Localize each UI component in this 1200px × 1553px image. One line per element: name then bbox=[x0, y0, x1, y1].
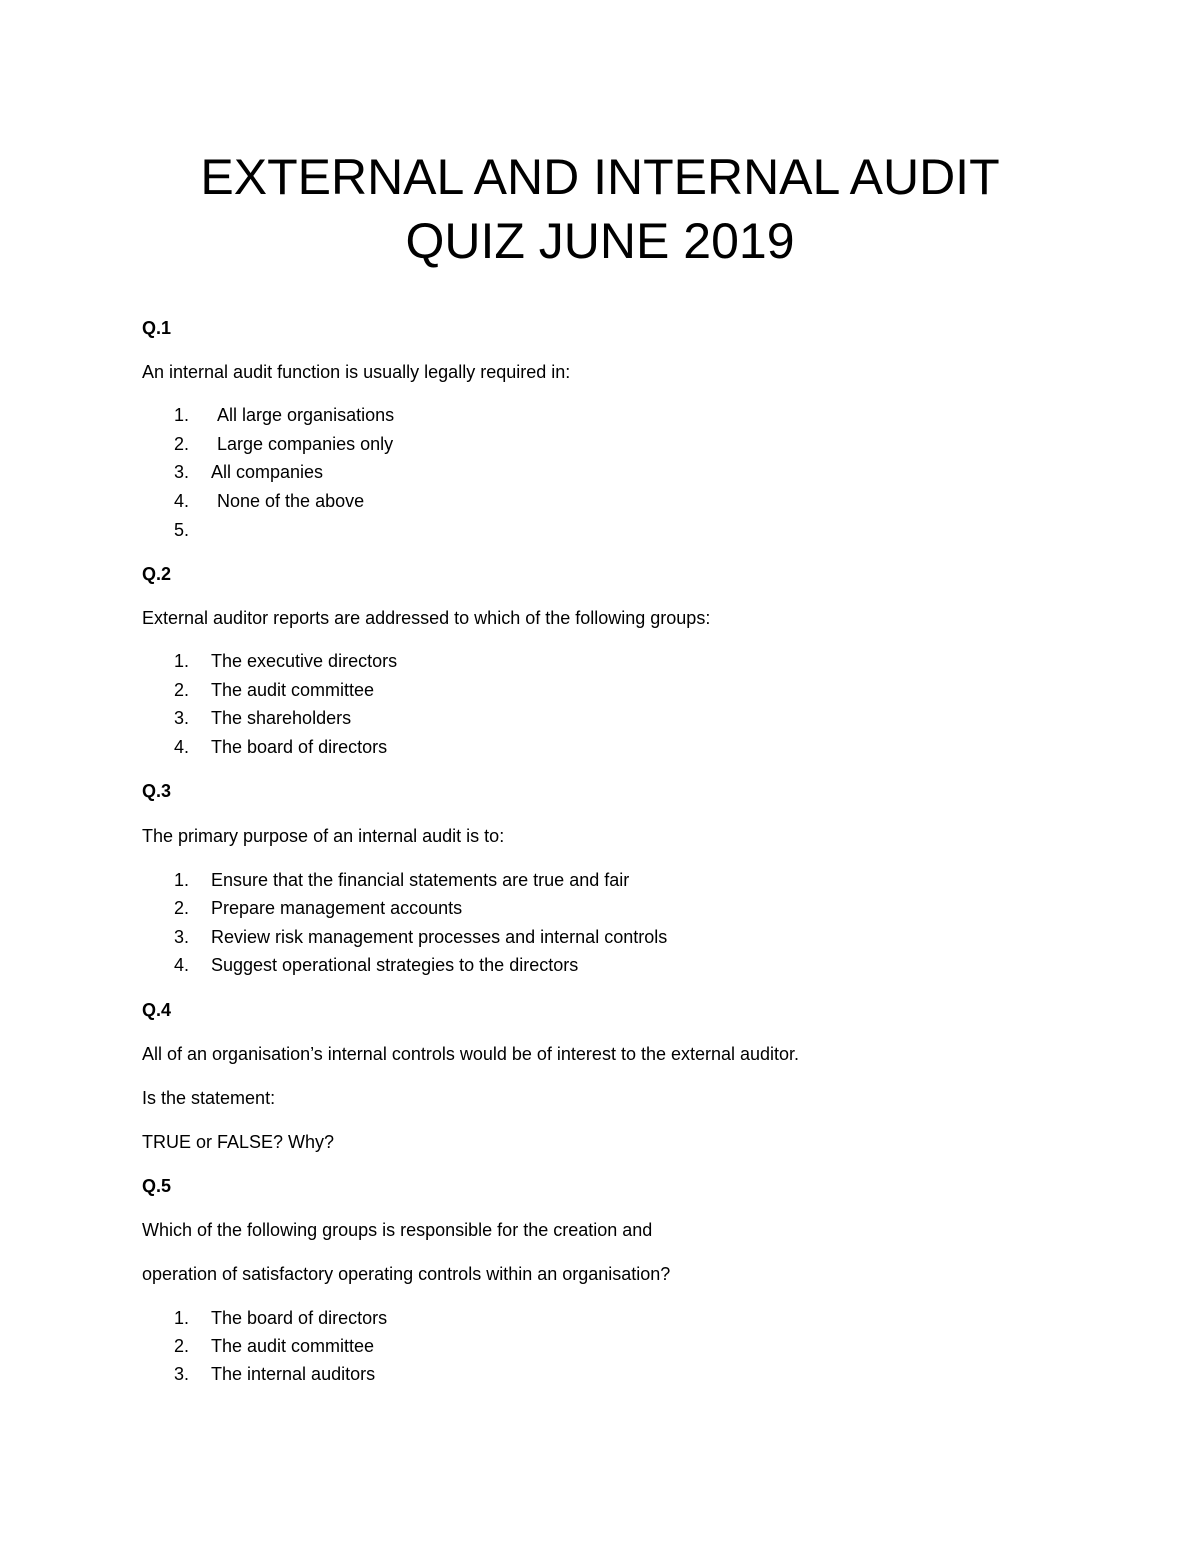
title-line-2: QUIZ JUNE 2019 bbox=[405, 213, 795, 269]
option-number: 3. bbox=[174, 1364, 190, 1384]
option-number: 2. bbox=[174, 898, 190, 918]
question-text: All of an organisation’s internal controls would be of interest to the external auditor. bbox=[142, 1044, 800, 1064]
option-number: 4. bbox=[174, 491, 190, 511]
question-text: operation of satisfactory operating controls within an organisation? bbox=[142, 1264, 671, 1284]
option-text: The audit committee bbox=[211, 680, 375, 700]
option-number: 1. bbox=[174, 870, 190, 890]
question-text: Is the statement: bbox=[142, 1088, 276, 1108]
question-text: The primary purpose of an internal audit is to: bbox=[142, 826, 505, 846]
question-text: External auditor reports are addressed to which of the following groups: bbox=[142, 608, 711, 628]
question-text: An internal audit function is usually legally required in: bbox=[142, 362, 571, 382]
question-text: TRUE or FALSE? Why? bbox=[142, 1132, 335, 1152]
option-number: 4. bbox=[174, 737, 190, 757]
option-text: Ensure that the financial statements are true and fair bbox=[211, 870, 630, 890]
option-text: The executive directors bbox=[211, 651, 398, 671]
option-number: 3. bbox=[174, 708, 190, 728]
option-text: The board of directors bbox=[211, 737, 388, 757]
option-text: Suggest operational strategies to the directors bbox=[211, 955, 579, 975]
option-text: Review risk management processes and internal controls bbox=[211, 927, 668, 947]
option-number: 3. bbox=[174, 462, 190, 482]
question-label: Q.4 bbox=[142, 1000, 172, 1020]
option-text: The audit committee bbox=[211, 1336, 375, 1356]
option-number: 3. bbox=[174, 927, 190, 947]
option-number: 2. bbox=[174, 680, 190, 700]
option-text: The internal auditors bbox=[211, 1364, 376, 1384]
option-text: All large organisations bbox=[217, 405, 395, 425]
option-text: The shareholders bbox=[211, 708, 352, 728]
option-number: 5. bbox=[174, 520, 190, 540]
option-text: None of the above bbox=[217, 491, 365, 511]
option-text: All companies bbox=[211, 462, 324, 482]
option-number: 4. bbox=[174, 955, 190, 975]
question-label: Q.5 bbox=[142, 1176, 172, 1196]
title-line-1: EXTERNAL AND INTERNAL AUDIT bbox=[200, 149, 1000, 205]
option-number: 1. bbox=[174, 651, 190, 671]
option-number: 1. bbox=[174, 405, 190, 425]
question-label: Q.2 bbox=[142, 564, 172, 584]
option-number: 2. bbox=[174, 1336, 190, 1356]
option-text: Large companies only bbox=[217, 434, 394, 454]
question-text: Which of the following groups is responsible for the creation and bbox=[142, 1220, 653, 1240]
question-label: Q.1 bbox=[142, 318, 172, 338]
question-label: Q.3 bbox=[142, 781, 172, 801]
option-number: 2. bbox=[174, 434, 190, 454]
option-number: 1. bbox=[174, 1308, 190, 1328]
option-text: The board of directors bbox=[211, 1308, 388, 1328]
option-text: Prepare management accounts bbox=[211, 898, 463, 918]
